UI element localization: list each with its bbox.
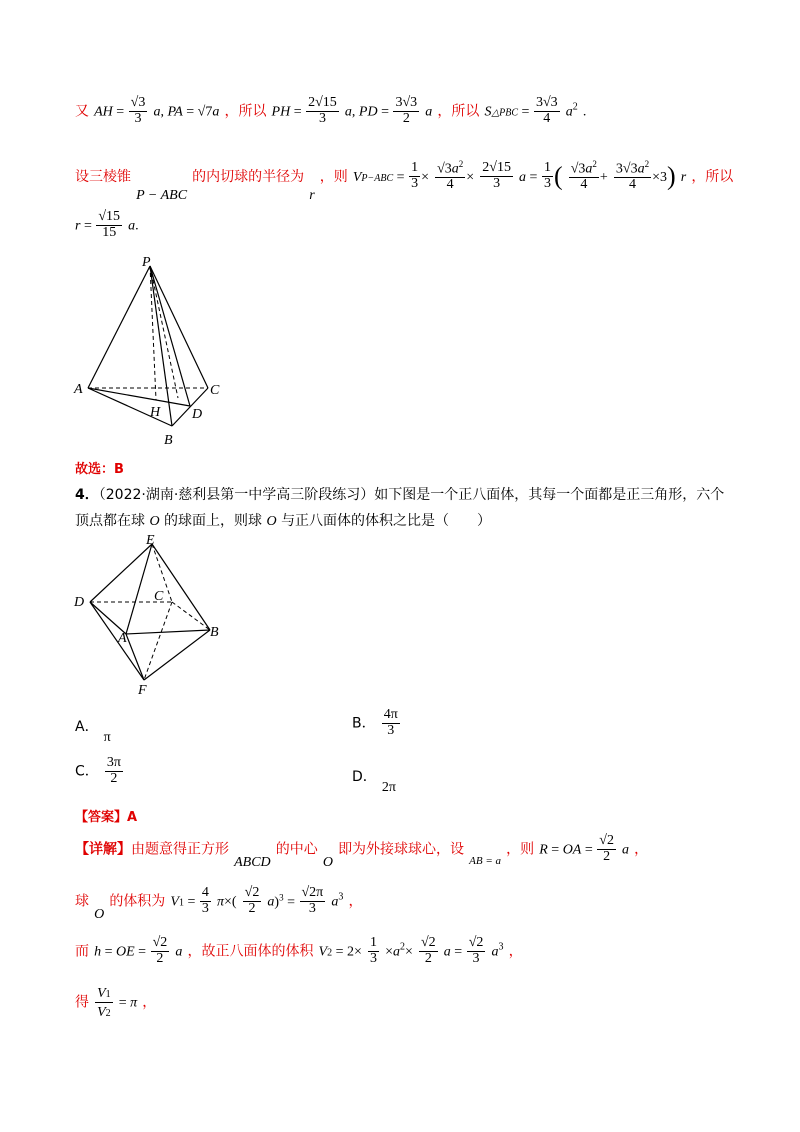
- octa-volume-line: 而 h = OE = $\frac{√2}{2}$ a ，故正八面体的体积 V2 = 2× $\frac{1}{3}$ $\times a^2\times$ $\frac{√2}{2}$ a = $\frac{√2}{3}$ $a^3$ ，: [75, 935, 523, 966]
- height-end: ，: [508, 943, 523, 960]
- option-a-label: A．: [75, 719, 99, 735]
- question-line-1: [75, 484, 724, 504]
- option-c-num: 3π: [106, 755, 121, 770]
- answer-value: A: [127, 810, 138, 825]
- vol1-end: ，: [348, 893, 363, 910]
- option-c-label: C．: [75, 763, 99, 780]
- sphere-volume-line: 球 O 的体积为 V1 = $\frac{4}{3}$ π×( $\frac{√2}{2}$ a)$^3$ = $\frac{√2\pi}{3}$ $a^3$ ，: [75, 885, 363, 922]
- ratio-line: 得 $\frac{V1}{V2}$ = π ，: [75, 986, 157, 1020]
- choice-line: 故选：B: [75, 462, 124, 477]
- pyramid-label-a: A: [74, 382, 83, 397]
- line3-end: .: [135, 218, 139, 234]
- option-b-den: 3: [387, 722, 395, 738]
- vol1-o: O: [94, 906, 105, 922]
- detail-line: 【详解】由题意得正方形 ABCD 的中心 O 即为外接球球心，设 $_{AB = a}$ ，则 R = OA = $\frac{√2}{2}$ a ，: [75, 833, 649, 870]
- height-t2: ，故正八面体的体积: [187, 943, 314, 960]
- question-o1: O: [149, 514, 160, 529]
- ratio-end: ，: [142, 994, 157, 1011]
- octa-label-d: D: [74, 595, 85, 610]
- line1-prefix: 又: [75, 103, 89, 120]
- question-number: 4．: [75, 487, 99, 503]
- line-1: 又 AH = $\frac{√3}{3}$ a, PA = √7a ，所以 PH = $\frac{2√15}{3}$ a, PD = $\frac{3√3}{2}$ a ，所以 S△PBC = $\frac{3√3}{4}$ $a^2$ .: [75, 95, 587, 126]
- answer-tag: 【答案】: [75, 810, 128, 825]
- option-c-den: 2: [110, 770, 118, 786]
- option-a-value: π: [103, 730, 111, 745]
- height-t1: 而: [75, 943, 89, 960]
- question-o2: O: [266, 514, 277, 529]
- option-c: [75, 756, 124, 786]
- answer-line: [75, 806, 137, 825]
- line-3: r = $\frac{√15}{15}$ a.: [75, 209, 139, 240]
- option-b-num: 4π: [383, 707, 398, 722]
- detail-t2: 的中心: [275, 841, 318, 858]
- octahedron-figure: [60, 530, 240, 700]
- ratio-t1: 得: [75, 994, 89, 1011]
- line2-suffix: ，所以: [691, 169, 734, 186]
- option-b-label: B．: [352, 715, 376, 732]
- option-d-value: 2π: [381, 780, 396, 795]
- line-2: 设三棱锥 P − ABC 的内切球的半径为 r ，则 VP−ABC = $\frac{1}{3}$ × $\frac{√3a^2}{4}$ × $\frac{2√15}{3}$ a = $\frac{1}{3}$ ( $\frac{√3a^2}{4}$ + $\frac{3√3a^2}{4}$ ×3) r ，所以: [75, 159, 734, 204]
- line2-mid: 的内切球的半径为: [192, 169, 305, 186]
- pyramid-label-d: D: [192, 407, 203, 422]
- option-a: [75, 716, 111, 745]
- vol1-t2: 的体积为: [109, 893, 166, 910]
- line1-suffix2: ，所以: [437, 103, 480, 120]
- detail-tag: 【详解】: [75, 841, 131, 858]
- question-text-d: 与正八面体的体积之比是（ ）: [281, 513, 492, 529]
- vol1-t1: 球: [75, 893, 89, 910]
- pyramid-figure: [60, 250, 240, 450]
- line2-r: r: [309, 188, 315, 204]
- question-text-b: 顶点都在球: [75, 513, 145, 529]
- option-d-label: D．: [352, 769, 377, 785]
- question-source: （2022·湖南·慈利县第一中学高三阶段练习）: [98, 487, 375, 503]
- detail-t5: ，: [634, 841, 649, 858]
- line2-pabc: P − ABC: [136, 188, 188, 204]
- detail-o: O: [322, 854, 333, 870]
- detail-t3: 即为外接球球心，设: [338, 841, 465, 858]
- line2-then: ，则: [319, 169, 348, 186]
- pyramid-label-b: B: [164, 433, 173, 448]
- detail-abcd: ABCD: [234, 854, 271, 870]
- line2-prefix: 设三棱锥: [75, 169, 131, 186]
- pyramid-label-h: H: [150, 405, 161, 420]
- question-text-a: 如下图是一个正八面体，其每一个面都是正三角形，六个: [374, 487, 725, 503]
- pyramid-label-c: C: [210, 383, 220, 398]
- question-line-2: [75, 510, 491, 530]
- octa-label-f: F: [138, 683, 147, 698]
- detail-ab: AB = a: [469, 854, 502, 867]
- octa-label-c: C: [154, 589, 164, 604]
- line1-suffix1: ，所以: [224, 103, 267, 120]
- option-b: [352, 708, 401, 738]
- option-d: [352, 766, 396, 795]
- detail-t4: ，则: [506, 841, 535, 858]
- octa-label-b: B: [210, 625, 219, 640]
- pyramid-label-p: P: [142, 255, 151, 270]
- question-text-c: 的球面上，则球: [164, 513, 263, 529]
- octa-label-a: A: [118, 631, 127, 646]
- detail-t1: 由题意得正方形: [131, 841, 229, 858]
- octa-label-e: E: [146, 533, 155, 548]
- line1-end: .: [582, 104, 587, 120]
